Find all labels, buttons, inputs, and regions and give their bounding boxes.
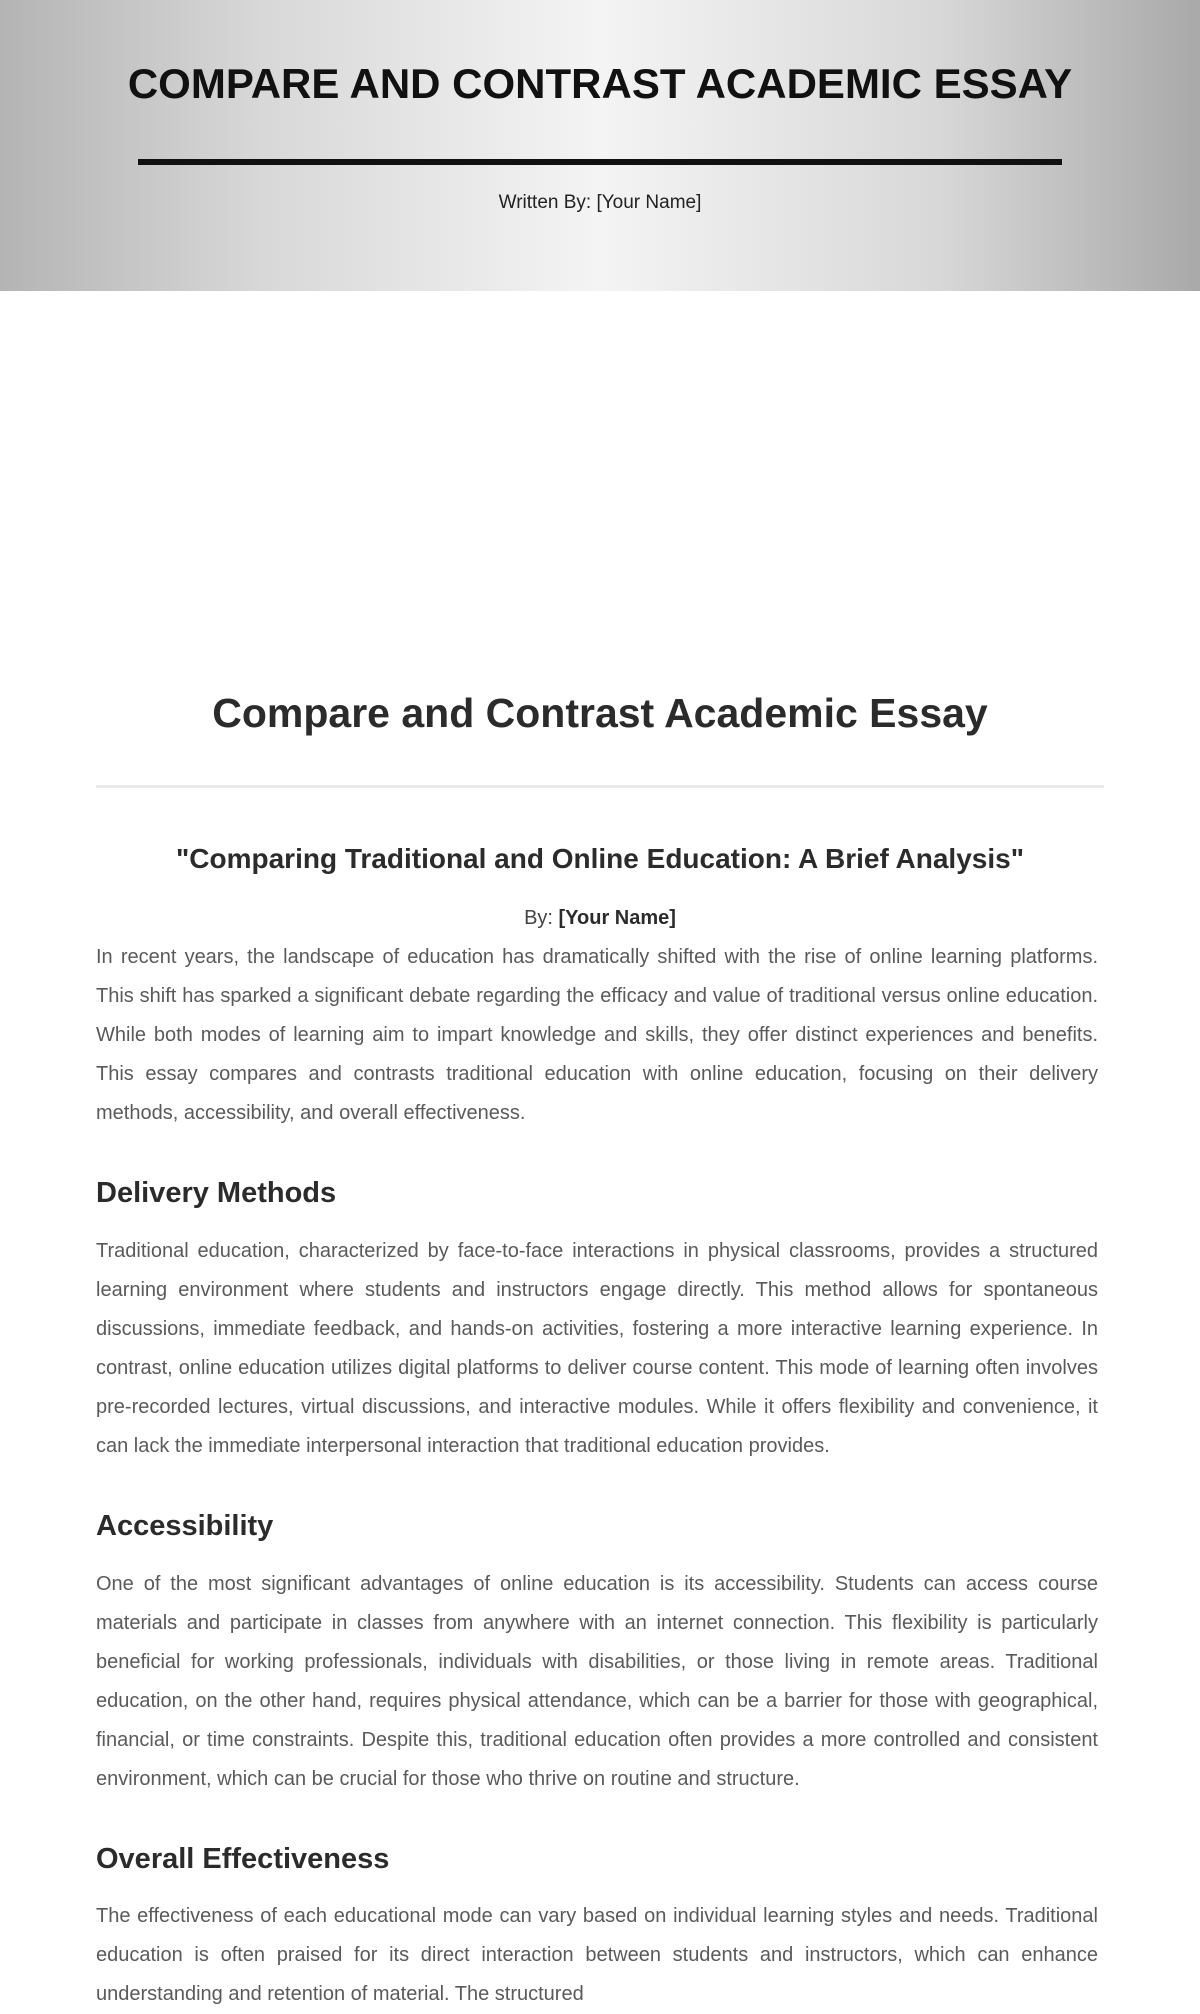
section-body-accessibility: One of the most significant advantages of online education is its accessibility. Students can access course materials and participate in classes from anywhere with an internet connection. This flexibility is particularly beneficial for working professionals, individuals with disabilities, or those living in remote areas. Traditional education, on the other hand, requires physical attendance, which can be a barrier for those with geographical, financial, or time constraints. Despite this, traditional education often provides a more controlled and consistent environment, which can be crucial for those who thrive on routine and structure. [96, 1573, 1098, 1790]
title-divider [96, 785, 1104, 788]
intro-paragraph: In recent years, the landscape of education has dramatically shifted with the rise of online learning platforms. This shift has sparked a significant debate regarding the efficacy and value of traditional versus online education. While both modes of learning aim to impart knowledge and skills, they offer distinct experiences and benefits. This essay compares and contrasts traditional education with online education, focusing on their delivery methods, accessibility, and overall effectiveness. [96, 946, 1098, 1124]
banner-divider [138, 159, 1062, 165]
section-body-overall-effectiveness: The effectiveness of each educational mode can vary based on individual learning styles and needs. Traditional education is often praised for its direct interaction between students and instructors, which can enhance understanding and retention of material. The structured [96, 1905, 1098, 2005]
banner-title: COMPARE AND CONTRAST ACADEMIC ESSAY [127, 60, 1073, 107]
byline-prefix: By: [524, 907, 559, 929]
essay-byline [0, 905, 1200, 931]
document-title: Compare and Contrast Academic Essay [212, 690, 988, 736]
essay-title: "Comparing Traditional and Online Education: A Brief Analysis" [176, 843, 1024, 874]
written-by-line: Written By: [Your Name] [498, 192, 702, 213]
section-heading-accessibility: Accessibility [96, 1510, 274, 1542]
header-banner [0, 0, 1200, 291]
section-body-delivery-methods: Traditional education, characterized by face-to-face interactions in physical classrooms, provides a structured learning environment where students and instructors engage directly. This method allows for spontaneous discussions, immediate feedback, and hands-on activities, fostering a more interactive learning experience. In contrast, online education utilizes digital platforms to deliver course content. This mode of learning often involves pre-recorded lectures, virtual discussions, and interactive modules. While it offers flexibility and convenience, it can lack the immediate interpersonal interaction that traditional education provides. [96, 1240, 1098, 1457]
section-heading-overall-effectiveness: Overall Effectiveness [96, 1843, 390, 1875]
byline-author: [Your Name] [558, 907, 676, 929]
section-heading-delivery-methods: Delivery Methods [96, 1177, 337, 1209]
